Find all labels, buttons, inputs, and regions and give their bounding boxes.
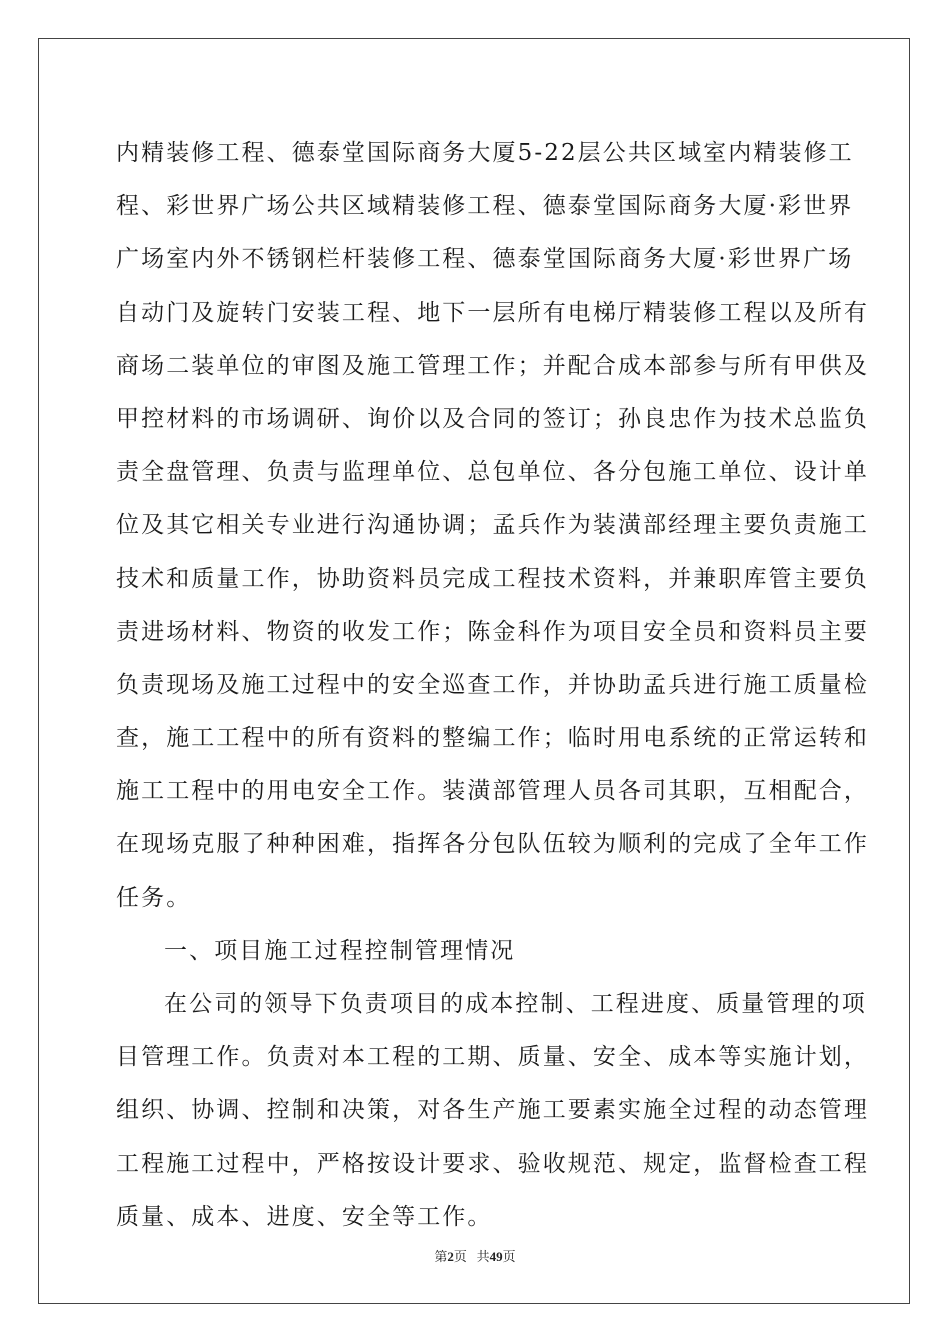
text-line: 技术和质量工作，协助资料员完成工程技术资料，并兼职库管主要负 bbox=[116, 565, 869, 592]
document-body bbox=[116, 127, 869, 1244]
total-pages: 49 bbox=[489, 1249, 503, 1264]
text-line: 质量、成本、进度、安全等工作。 bbox=[116, 1203, 493, 1230]
text-line: 位及其它相关专业进行沟通协调；孟兵作为装潢部经理主要负责施工 bbox=[116, 512, 869, 539]
text-line: 任务。 bbox=[116, 884, 192, 911]
text-line: 自动门及旋转门安装工程、地下一层所有电梯厅精装修工程以及所有 bbox=[116, 299, 869, 326]
text-line: 责进场材料、物资的收发工作；陈金科作为项目安全员和资料员主要 bbox=[116, 618, 869, 645]
text-line: 商场二装单位的审图及施工管理工作；并配合成本部参与所有甲供及 bbox=[116, 352, 869, 379]
text-line: 在现场克服了种种困难，指挥各分包队伍较为顺利的完成了全年工作 bbox=[116, 831, 869, 858]
page-number: 2 bbox=[447, 1249, 454, 1264]
text-line: 负责现场及施工过程中的安全巡查工作，并协助孟兵进行施工质量检 bbox=[116, 671, 869, 698]
text-line: 内精装修工程、德泰堂国际商务大厦5-22层公共区域室内精装修工 bbox=[116, 140, 854, 166]
text-line: 程、彩世界广场公共区域精装修工程、德泰堂国际商务大厦·彩世界 bbox=[116, 193, 854, 220]
text-line: 责全盘管理、负责与监理单位、总包单位、各分包施工单位、设计单 bbox=[116, 459, 869, 486]
text-line: 施工工程中的用电安全工作。装潢部管理人员各司其职，互相配合， bbox=[116, 778, 869, 805]
text-line: 甲控材料的市场调研、询价以及合同的签订；孙良忠作为技术总监负 bbox=[116, 405, 869, 432]
page-label-prefix: 第 bbox=[434, 1249, 448, 1264]
total-label-suffix: 页 bbox=[502, 1249, 516, 1264]
text-line: 组织、协调、控制和决策，对各生产施工要素实施全过程的动态管理 bbox=[116, 1097, 869, 1124]
page-footer bbox=[0, 1246, 950, 1265]
text-line: 目管理工作。负责对本工程的工期、质量、安全、成本等实施计划， bbox=[116, 1044, 869, 1071]
text-line: 工程施工过程中，严格按设计要求、验收规范、规定，监督检查工程 bbox=[116, 1150, 869, 1177]
text-line: 查，施工工程中的所有资料的整编工作；临时用电系统的正常运转和 bbox=[116, 725, 869, 752]
page-label-suffix: 页 bbox=[453, 1249, 467, 1264]
text-line: 广场室内外不锈钢栏杆装修工程、德泰堂国际商务大厦·彩世界广场 bbox=[116, 246, 854, 273]
total-label-prefix: 共 bbox=[476, 1249, 490, 1264]
section-heading: 一、项目施工过程控制管理情况 bbox=[164, 937, 516, 964]
text-line: 在公司的领导下负责项目的成本控制、工程进度、质量管理的项 bbox=[164, 991, 867, 1017]
